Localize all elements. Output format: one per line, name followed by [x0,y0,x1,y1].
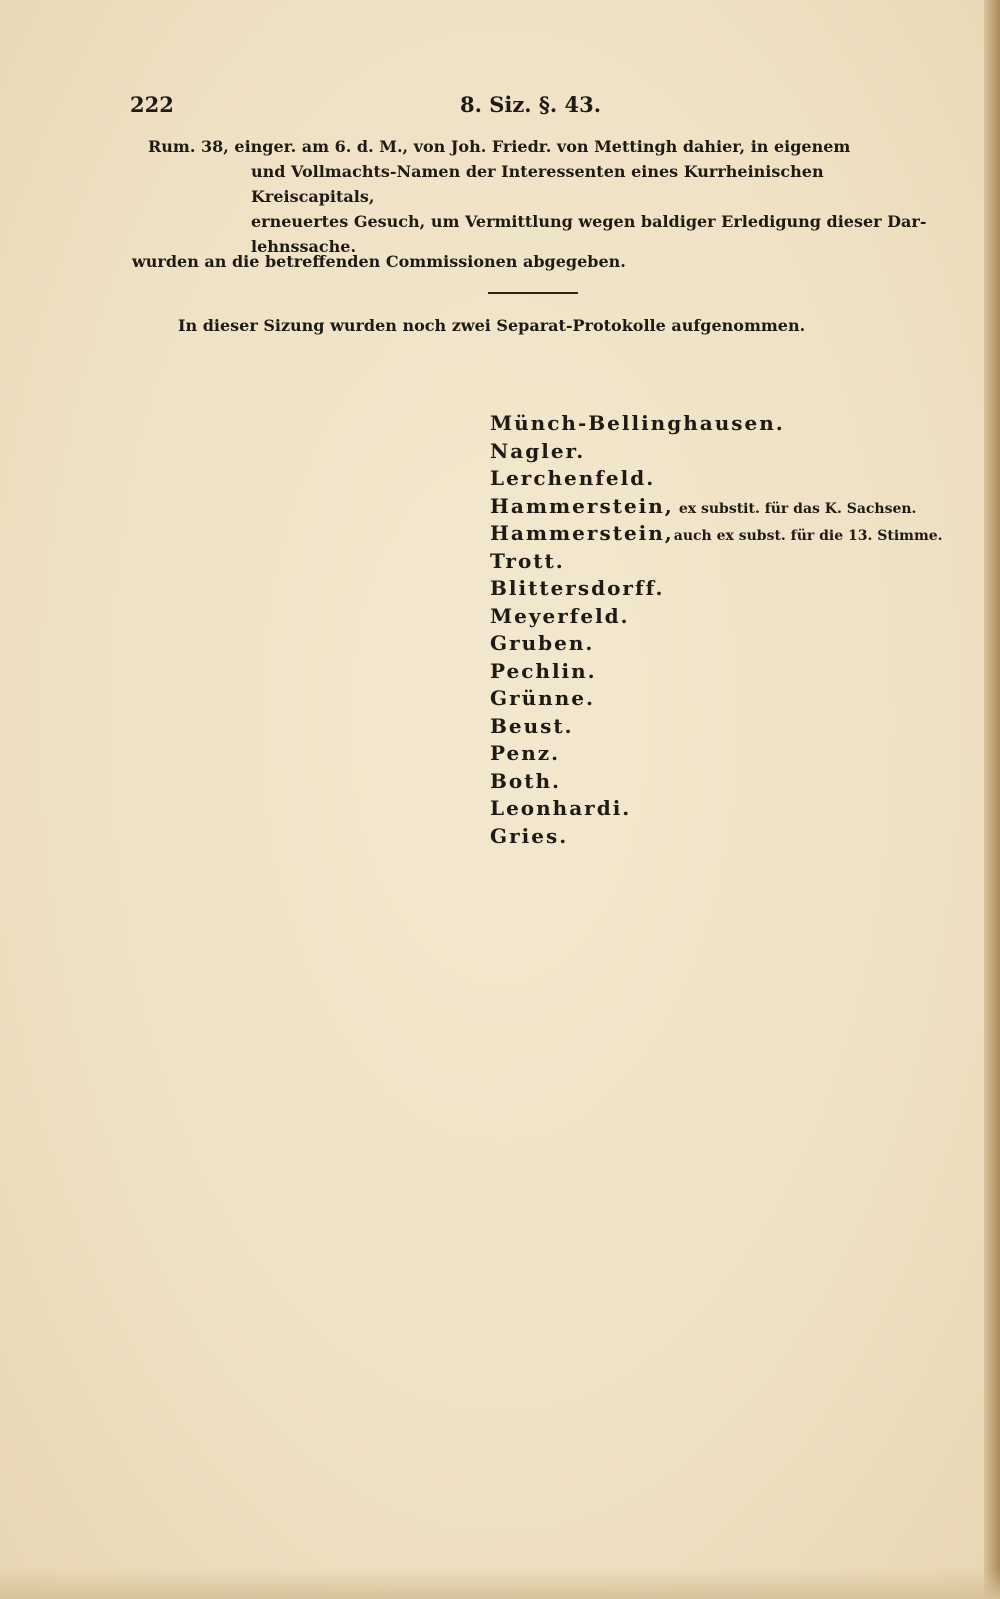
entry-line: und Vollmachts-Namen der Interessenten eines Kurrheinischen Kreiscapitals, [251,162,824,206]
signature-item [490,685,950,713]
signature-item [490,438,950,466]
signature-item [490,658,950,686]
signature-name: Pechlin. [490,658,597,683]
signature-item [490,575,950,603]
signature-name: Gries. [490,823,569,848]
signature-name: Both. [490,768,561,793]
signature-name: Blittersdorff. [490,576,665,600]
signature-item [490,768,950,796]
signature-name: Beust. [490,713,574,738]
signature-item [490,465,950,493]
signature-name: Leonhardi. [490,796,632,820]
protocol-note: In dieser Sizung wurden noch zwei Separat-Protokolle aufgenommen. [178,316,806,335]
signature-name: Nagler. [490,438,586,463]
section-divider [488,292,578,294]
signature-item [490,795,950,823]
signature-note: ex substit. für das K. Sachsen. [678,500,917,517]
signature-item [490,493,950,521]
signature-item [490,603,950,631]
signature-item [490,630,950,658]
signature-name: Gruben. [490,631,595,655]
entry-line: Rum. 38, einger. am 6. d. M., von Joh. Friedr. von Mettingh dahier, in eigenem [148,137,851,156]
signature-name: Hammerstein, [490,521,674,545]
page-header [130,92,930,122]
signature-name: Lerchenfeld. [490,466,656,490]
signature-item [490,548,950,576]
signature-name: Grünne. [490,686,595,710]
signature-note: auch ex subst. für die 13. Stimme. [673,528,943,544]
running-head: 8. Siz. §. 43. [460,92,602,117]
entry-line: erneuertes Gesuch, um Vermittlung wegen baldiger Erledigung dieser Dar- [251,212,927,231]
page-edge-shadow [984,0,1000,1599]
signature-name: Münch-Bellinghausen. [490,411,785,435]
signature-item [490,410,950,438]
forwarded-statement: wurden an die betreffenden Commissionen abgegeben. [132,252,626,271]
signature-name: Trott. [490,548,565,573]
signature-list [490,410,950,850]
signature-item [490,823,950,851]
entry-line: lehnssache. [251,237,357,256]
petition-entry [148,134,938,259]
signature-name: Hammerstein, [490,493,674,518]
page-bottom-shadow [0,1569,1000,1599]
signature-item [490,520,950,548]
signature-item [490,740,950,768]
signature-name: Penz. [490,741,561,765]
signature-name: Meyerfeld. [490,603,630,628]
signature-item [490,713,950,741]
page-number: 222 [130,92,174,117]
